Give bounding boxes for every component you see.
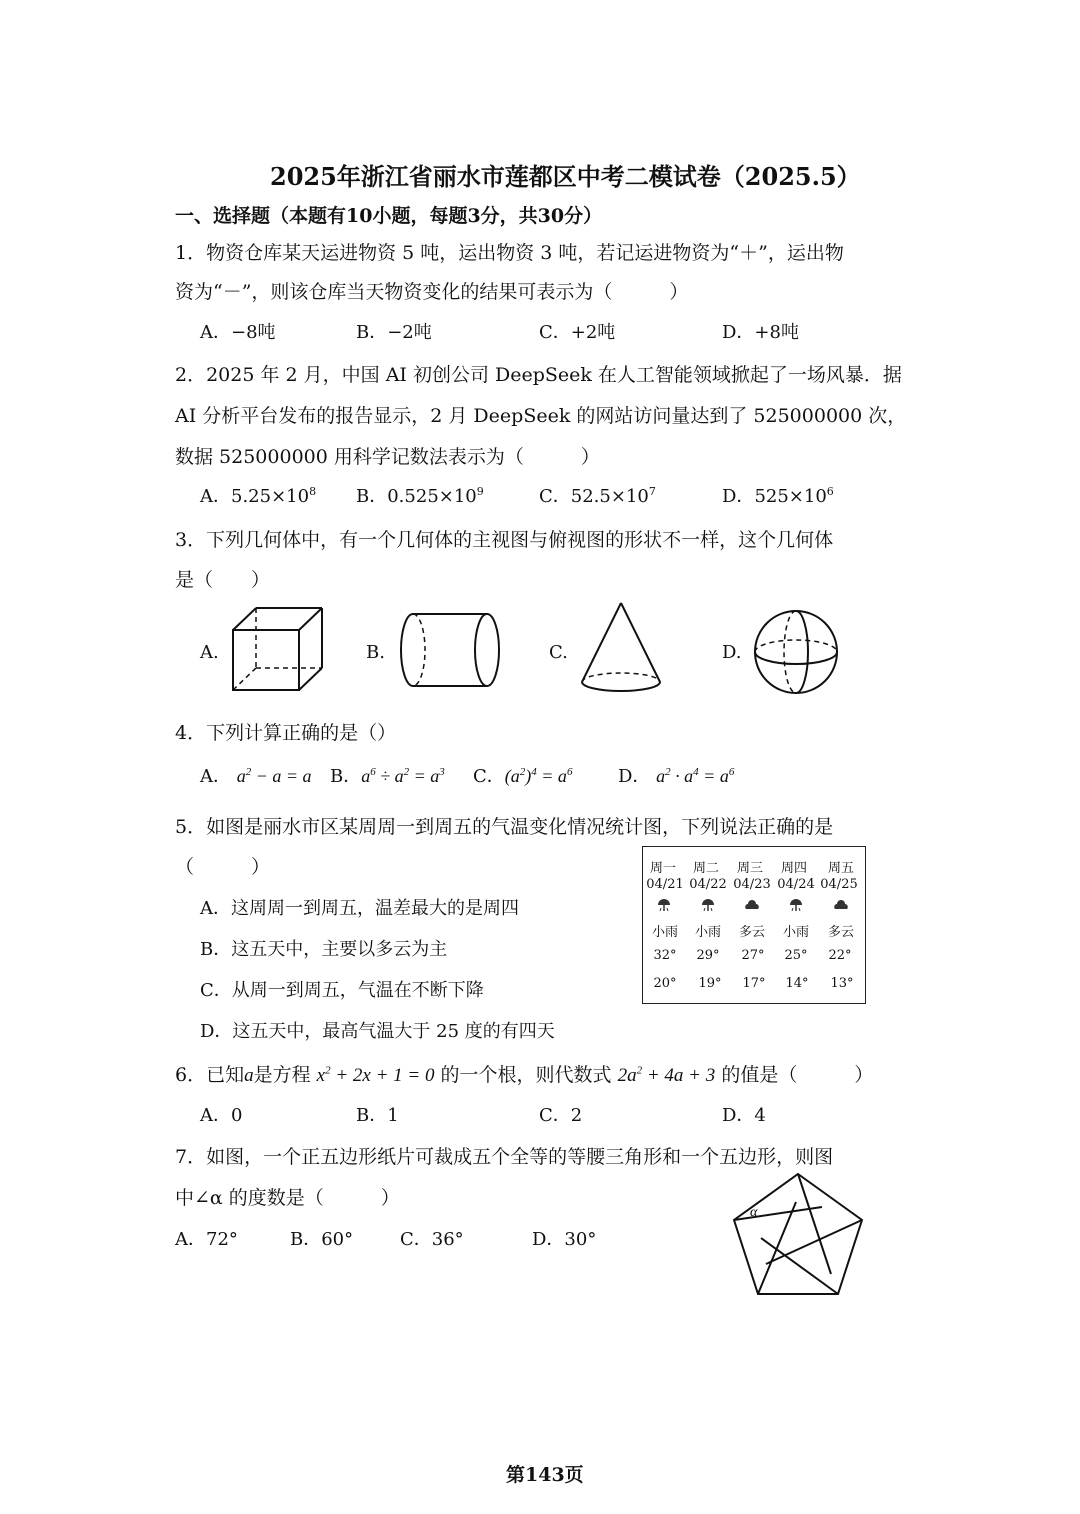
weather-high: 25° — [784, 948, 808, 963]
q4-line: 4．下列计算正确的是（） — [175, 722, 397, 744]
weather-day: 周四 — [780, 861, 807, 876]
q5-option-d: D．这五天中，最高气温大于 25 度的有四天 — [200, 1021, 555, 1042]
q2-line-3: 数据 525000000 用科学记数法表示为（ ） — [175, 446, 600, 468]
sphere-figure — [752, 608, 840, 696]
q4-option-d: D． $a^2 \cdot a^4 = a^6$ — [618, 766, 735, 787]
cube-figure — [228, 604, 328, 694]
q3-label-b: B. — [366, 642, 385, 663]
weather-date: 04/24 — [777, 877, 815, 892]
cone-figure — [578, 600, 664, 696]
weather-high: 27° — [741, 948, 765, 963]
weather-condition: 多云 — [738, 925, 765, 940]
q6-line: 6．已知a是方程 $x^2 + 2x + 1 = 0$ 的一个根，则代数式 $2a^2 + 4a + 3$ 的值是（ ） — [175, 1064, 874, 1086]
weather-condition: 小雨 — [694, 925, 721, 940]
q5-option-a: A．这周周一到周五，温差最大的是周四 — [200, 898, 519, 919]
q2-line-2: AI 分析平台发布的报告显示，2 月 DeepSeek 的网站访问量达到了 525000000 次， — [175, 405, 907, 427]
q7-option-a: A．72° — [175, 1229, 238, 1250]
q3-line-1: 3．下列几何体中，有一个几何体的主视图与俯视图的形状不一样，这个几何体 — [175, 529, 834, 551]
weather-low: 17° — [742, 976, 766, 991]
weather-high: 32° — [653, 948, 677, 963]
q5-line-2: （ ） — [175, 856, 271, 878]
weather-high: 22° — [828, 948, 852, 963]
q3-line-2: 是（ ） — [175, 569, 271, 591]
weather-table — [642, 846, 866, 1004]
q5-option-b: B．这五天中，主要以多云为主 — [200, 939, 448, 960]
weather-low: 13° — [830, 976, 854, 991]
q1-option-c: C．+2吨 — [539, 322, 616, 343]
q4-option-a: A． $a^2 - a = a$ — [200, 766, 312, 787]
weather-day: 周三 — [736, 861, 763, 876]
q1-line-2: 资为“－”，则该仓库当天物资变化的结果可表示为（ ） — [175, 281, 689, 303]
q7-line-1: 7．如图，一个正五边形纸片可裁成五个全等的等腰三角形和一个五边形，则图 — [175, 1146, 834, 1168]
weather-condition: 小雨 — [782, 925, 809, 940]
q6-option-b: B．1 — [356, 1105, 399, 1126]
cloud-icon — [833, 899, 849, 911]
q4-option-c: C．$(a^2)^4 = a^6$ — [473, 766, 573, 787]
q6-option-a: A．0 — [200, 1105, 243, 1126]
cylinder-figure — [397, 610, 507, 690]
q7-option-d: D．30° — [532, 1229, 597, 1250]
q4-option-b: B．$a^6 \div a^2 = a^3$ — [330, 766, 445, 787]
weather-high: 29° — [696, 948, 720, 963]
q2-line-1: 2．2025 年 2 月，中国 AI 初创公司 DeepSeek 在人工智能领域掀起了一场风暴．据 — [175, 364, 902, 386]
weather-date: 04/22 — [689, 877, 727, 892]
cloud-icon — [744, 899, 760, 911]
rain-icon — [700, 897, 716, 913]
pentagon-figure — [728, 1170, 868, 1298]
q5-option-c: C．从周一到周五，气温在不断下降 — [200, 980, 484, 1001]
page-title: 2025年浙江省丽水市莲都区中考二模试卷（2025.5） — [270, 162, 861, 191]
weather-day: 周五 — [827, 861, 854, 876]
q3-label-a: A. — [200, 642, 219, 663]
q7-option-b: B．60° — [290, 1229, 354, 1250]
q6-option-c: C．2 — [539, 1105, 583, 1126]
rain-icon — [656, 897, 672, 913]
weather-low: 19° — [698, 976, 722, 991]
weather-day: 周二 — [692, 861, 719, 876]
weather-condition: 小雨 — [651, 925, 678, 940]
weather-date: 04/23 — [733, 877, 771, 892]
weather-day: 周一 — [649, 861, 676, 876]
weather-date: 04/21 — [646, 877, 684, 892]
weather-condition: 多云 — [827, 925, 854, 940]
q7-line-2: 中∠α 的度数是（ ） — [175, 1187, 400, 1209]
q1-option-d: D．+8吨 — [722, 322, 799, 343]
q2-option-a: A．$5.25\times 10^8$ — [200, 485, 317, 507]
q3-label-d: D. — [722, 642, 742, 663]
q2-option-d: D．$525\times 10^6$ — [722, 485, 834, 507]
q1-line-1: 1．物资仓库某天运进物资 5 吨，运出物资 3 吨，若记运进物资为“＋”，运出物 — [175, 242, 844, 264]
alpha-label: α — [750, 1205, 758, 1220]
q2-option-c: C．$52.5\times 10^7$ — [539, 485, 656, 507]
q2-option-b: B．$0.525\times 10^9$ — [356, 485, 484, 507]
q6-option-d: D．4 — [722, 1105, 766, 1126]
q5-line-1: 5．如图是丽水市区某周周一到周五的气温变化情况统计图，下列说法正确的是 — [175, 816, 834, 838]
q3-label-c: C. — [549, 642, 568, 663]
q7-option-c: C．36° — [400, 1229, 464, 1250]
weather-low: 14° — [785, 976, 809, 991]
q1-option-b: B．−2吨 — [356, 322, 432, 343]
rain-icon — [788, 897, 804, 913]
q1-option-a: A．−8吨 — [200, 322, 276, 343]
section-heading: 一、选择题（本题有10小题，每题3分，共30分） — [175, 205, 603, 227]
weather-date: 04/25 — [820, 877, 858, 892]
page-number: 第143页 — [506, 1464, 584, 1486]
weather-low: 20° — [653, 976, 677, 991]
